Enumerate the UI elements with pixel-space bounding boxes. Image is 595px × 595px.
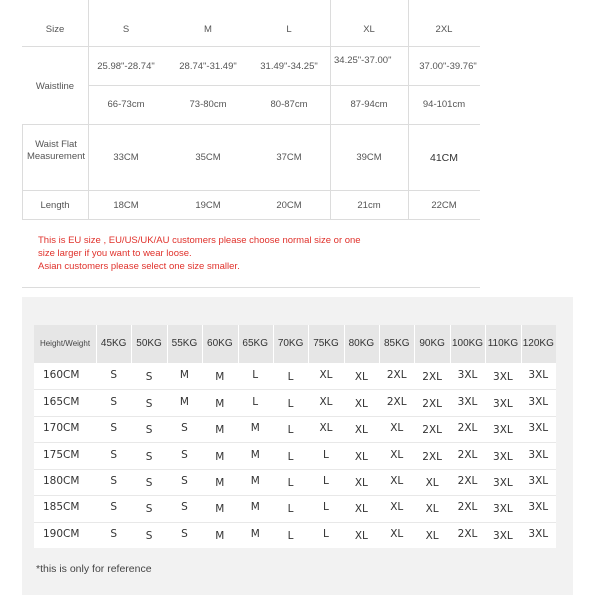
weight-header: 60KG <box>207 338 233 349</box>
row-divider <box>34 469 556 470</box>
size-cell: 3XL <box>528 474 549 487</box>
weight-header: 100KG <box>451 338 484 349</box>
weight-header: 50KG <box>136 338 162 349</box>
size-cell: 2XL <box>386 369 407 382</box>
height-weight-panel <box>22 297 573 595</box>
size-cell: 2XL <box>422 450 442 463</box>
size-cell: S <box>145 397 153 410</box>
size-cell: M <box>215 503 225 516</box>
size-cell: L <box>287 529 294 542</box>
table-bottom-line <box>22 287 480 288</box>
size-cell: L <box>323 501 329 514</box>
size-cell: 3XL <box>493 503 513 516</box>
size-cell: XL <box>425 476 439 489</box>
size-cell: L <box>323 474 329 487</box>
size-cell: 3XL <box>528 448 549 461</box>
height-label: 175CM <box>43 448 80 461</box>
size-cell: M <box>215 529 225 542</box>
size-cell: XL <box>354 397 368 410</box>
waist-flat-value: 37CM <box>276 152 302 163</box>
size-cell: 3XL <box>528 369 549 382</box>
waistline-cm: 87-94cm <box>350 99 388 110</box>
size-cell: L <box>287 476 294 489</box>
size-cell: 2XL <box>386 395 407 408</box>
size-cell: L <box>287 424 294 437</box>
size-header: S <box>122 24 130 35</box>
size-cell: L <box>252 369 259 382</box>
waist-flat-value: 33CM <box>113 152 139 163</box>
size-cell: S <box>145 450 153 463</box>
size-cell: 2XL <box>422 397 442 410</box>
waistline-inch: 31.49"-34.25" <box>260 61 318 72</box>
size-note-line: This is EU size , EU/US/UK/AU customers please choose normal size or one <box>38 235 361 246</box>
waist-flat-value: 41CM <box>429 152 458 164</box>
size-cell: 2XL <box>457 474 478 487</box>
size-cell: S <box>145 424 153 437</box>
size-cell: S <box>110 395 118 408</box>
size-cell: 2XL <box>422 371 442 384</box>
size-cell: L <box>323 527 329 540</box>
size-cell: S <box>181 448 188 461</box>
size-cell: 3XL <box>493 529 513 542</box>
size-cell: M <box>179 395 189 408</box>
size-cell: L <box>323 448 329 461</box>
size-cell: S <box>145 476 153 489</box>
size-cell: XL <box>390 527 404 540</box>
row-divider <box>34 522 556 523</box>
size-cell: XL <box>354 529 368 542</box>
reference-footnote: *this is only for reference <box>36 563 152 575</box>
size-cell: 3XL <box>528 422 549 435</box>
waistline-cm: 73-80cm <box>189 99 227 110</box>
size-cell: 3XL <box>528 395 549 408</box>
row-divider <box>34 495 556 496</box>
weight-header: 120KG <box>522 338 554 349</box>
size-cell: L <box>287 397 294 410</box>
size-cell: XL <box>354 450 368 463</box>
size-cell: M <box>215 450 225 463</box>
height-label: 190CM <box>43 527 80 540</box>
weight-header: 80KG <box>348 338 375 349</box>
waist-flat-value: 35CM <box>195 152 221 163</box>
size-cell: M <box>250 501 260 514</box>
size-header: 2XL <box>435 24 453 35</box>
size-cell: 3XL <box>457 369 478 382</box>
row-divider <box>34 442 556 443</box>
height-label: 180CM <box>43 474 80 487</box>
size-cell: XL <box>319 395 333 408</box>
size-cell: S <box>181 501 188 514</box>
size-cell: XL <box>425 503 439 516</box>
size-cell: L <box>287 450 294 463</box>
size-header: XL <box>363 24 375 35</box>
length-value: 21cm <box>357 200 381 211</box>
length-value: 22CM <box>431 200 457 211</box>
size-cell: XL <box>390 501 404 514</box>
size-cell: M <box>215 424 225 437</box>
weight-header: 110KG <box>487 338 519 349</box>
size-cell: S <box>181 474 188 487</box>
size-cell: 3XL <box>493 450 513 463</box>
size-cell: L <box>287 371 294 384</box>
size-cell: M <box>215 397 225 410</box>
waist-flat-label: Waist Flat Measurement <box>26 139 86 162</box>
size-cell: S <box>145 503 153 516</box>
corner-header: Height/Weight <box>39 339 91 348</box>
size-cell: XL <box>425 529 439 542</box>
waistline-inch: 25.98"-28.74" <box>97 61 155 72</box>
size-header: L <box>286 24 292 35</box>
row-divider <box>88 85 480 86</box>
weight-header: 85KG <box>383 338 410 349</box>
size-cell: S <box>110 501 118 514</box>
size-cell: S <box>110 422 118 435</box>
length-label: Length <box>40 200 70 211</box>
size-cell: 3XL <box>493 424 513 437</box>
waistline-inch: 34.25"-37.00" <box>334 55 392 66</box>
size-cell: XL <box>319 369 333 382</box>
size-header-label: Size <box>45 24 65 35</box>
size-cell: XL <box>319 422 333 435</box>
height-label: 160CM <box>43 369 80 382</box>
size-note-line: size larger if you want to wear loose. <box>38 248 192 259</box>
size-cell: 2XL <box>457 501 478 514</box>
size-cell: S <box>145 529 153 542</box>
waistline-inch: 37.00"-39.76" <box>419 61 477 72</box>
row-divider <box>34 389 556 390</box>
size-cell: S <box>110 369 118 382</box>
size-cell: L <box>287 503 294 516</box>
weight-header: 90KG <box>419 338 445 349</box>
size-cell: M <box>215 371 225 384</box>
size-cell: M <box>179 369 189 382</box>
size-cell: S <box>110 448 118 461</box>
row-divider <box>34 416 556 417</box>
size-note-line: Asian customers please select one size smaller. <box>38 261 240 272</box>
size-cell: L <box>252 395 259 408</box>
row-divider <box>22 46 480 47</box>
size-cell: S <box>145 371 153 384</box>
size-table <box>22 0 480 292</box>
weight-header: 65KG <box>242 338 268 349</box>
size-cell: 2XL <box>422 424 442 437</box>
length-value: 19CM <box>195 200 221 211</box>
size-cell: XL <box>390 448 404 461</box>
size-header: M <box>204 24 212 35</box>
size-cell: S <box>181 422 188 435</box>
row-divider <box>22 124 480 125</box>
height-weight-table <box>34 325 556 548</box>
size-cell: 3XL <box>493 397 513 410</box>
waistline-cm: 80-87cm <box>270 99 308 110</box>
weight-header: 45KG <box>100 338 127 349</box>
waistline-inch: 28.74"-31.49" <box>179 61 237 72</box>
waist-flat-value: 39CM <box>356 152 382 163</box>
size-cell: M <box>250 474 260 487</box>
size-cell: 3XL <box>493 476 513 489</box>
size-cell: 3XL <box>528 527 549 540</box>
row-divider <box>22 190 480 191</box>
weight-header: 70KG <box>277 338 304 349</box>
height-label: 165CM <box>43 395 80 408</box>
waistline-cm: 94-101cm <box>422 99 466 110</box>
length-value: 20CM <box>276 200 302 211</box>
size-cell: S <box>181 527 188 540</box>
size-cell: XL <box>390 474 404 487</box>
size-cell: 3XL <box>457 395 478 408</box>
size-cell: XL <box>354 371 368 384</box>
size-cell: M <box>250 527 260 540</box>
size-cell: 3XL <box>528 501 549 514</box>
row-divider <box>22 219 480 220</box>
height-label: 185CM <box>43 501 80 514</box>
size-cell: M <box>250 422 260 435</box>
waistline-cm: 66-73cm <box>107 99 145 110</box>
size-cell: 2XL <box>457 448 478 461</box>
waistline-label: Waistline <box>35 81 75 92</box>
size-cell: XL <box>354 503 368 516</box>
weight-header: 55KG <box>171 338 198 349</box>
size-cell: 2XL <box>457 527 478 540</box>
size-cell: 2XL <box>457 422 478 435</box>
size-cell: XL <box>354 424 368 437</box>
height-label: 170CM <box>43 422 80 435</box>
size-cell: M <box>250 448 260 461</box>
length-value: 18CM <box>113 200 139 211</box>
size-cell: S <box>110 474 118 487</box>
size-cell: S <box>110 527 118 540</box>
size-cell: XL <box>390 422 404 435</box>
size-cell: 3XL <box>493 371 513 384</box>
size-cell: M <box>215 476 225 489</box>
weight-header: 75KG <box>313 338 339 349</box>
size-cell: XL <box>354 476 368 489</box>
